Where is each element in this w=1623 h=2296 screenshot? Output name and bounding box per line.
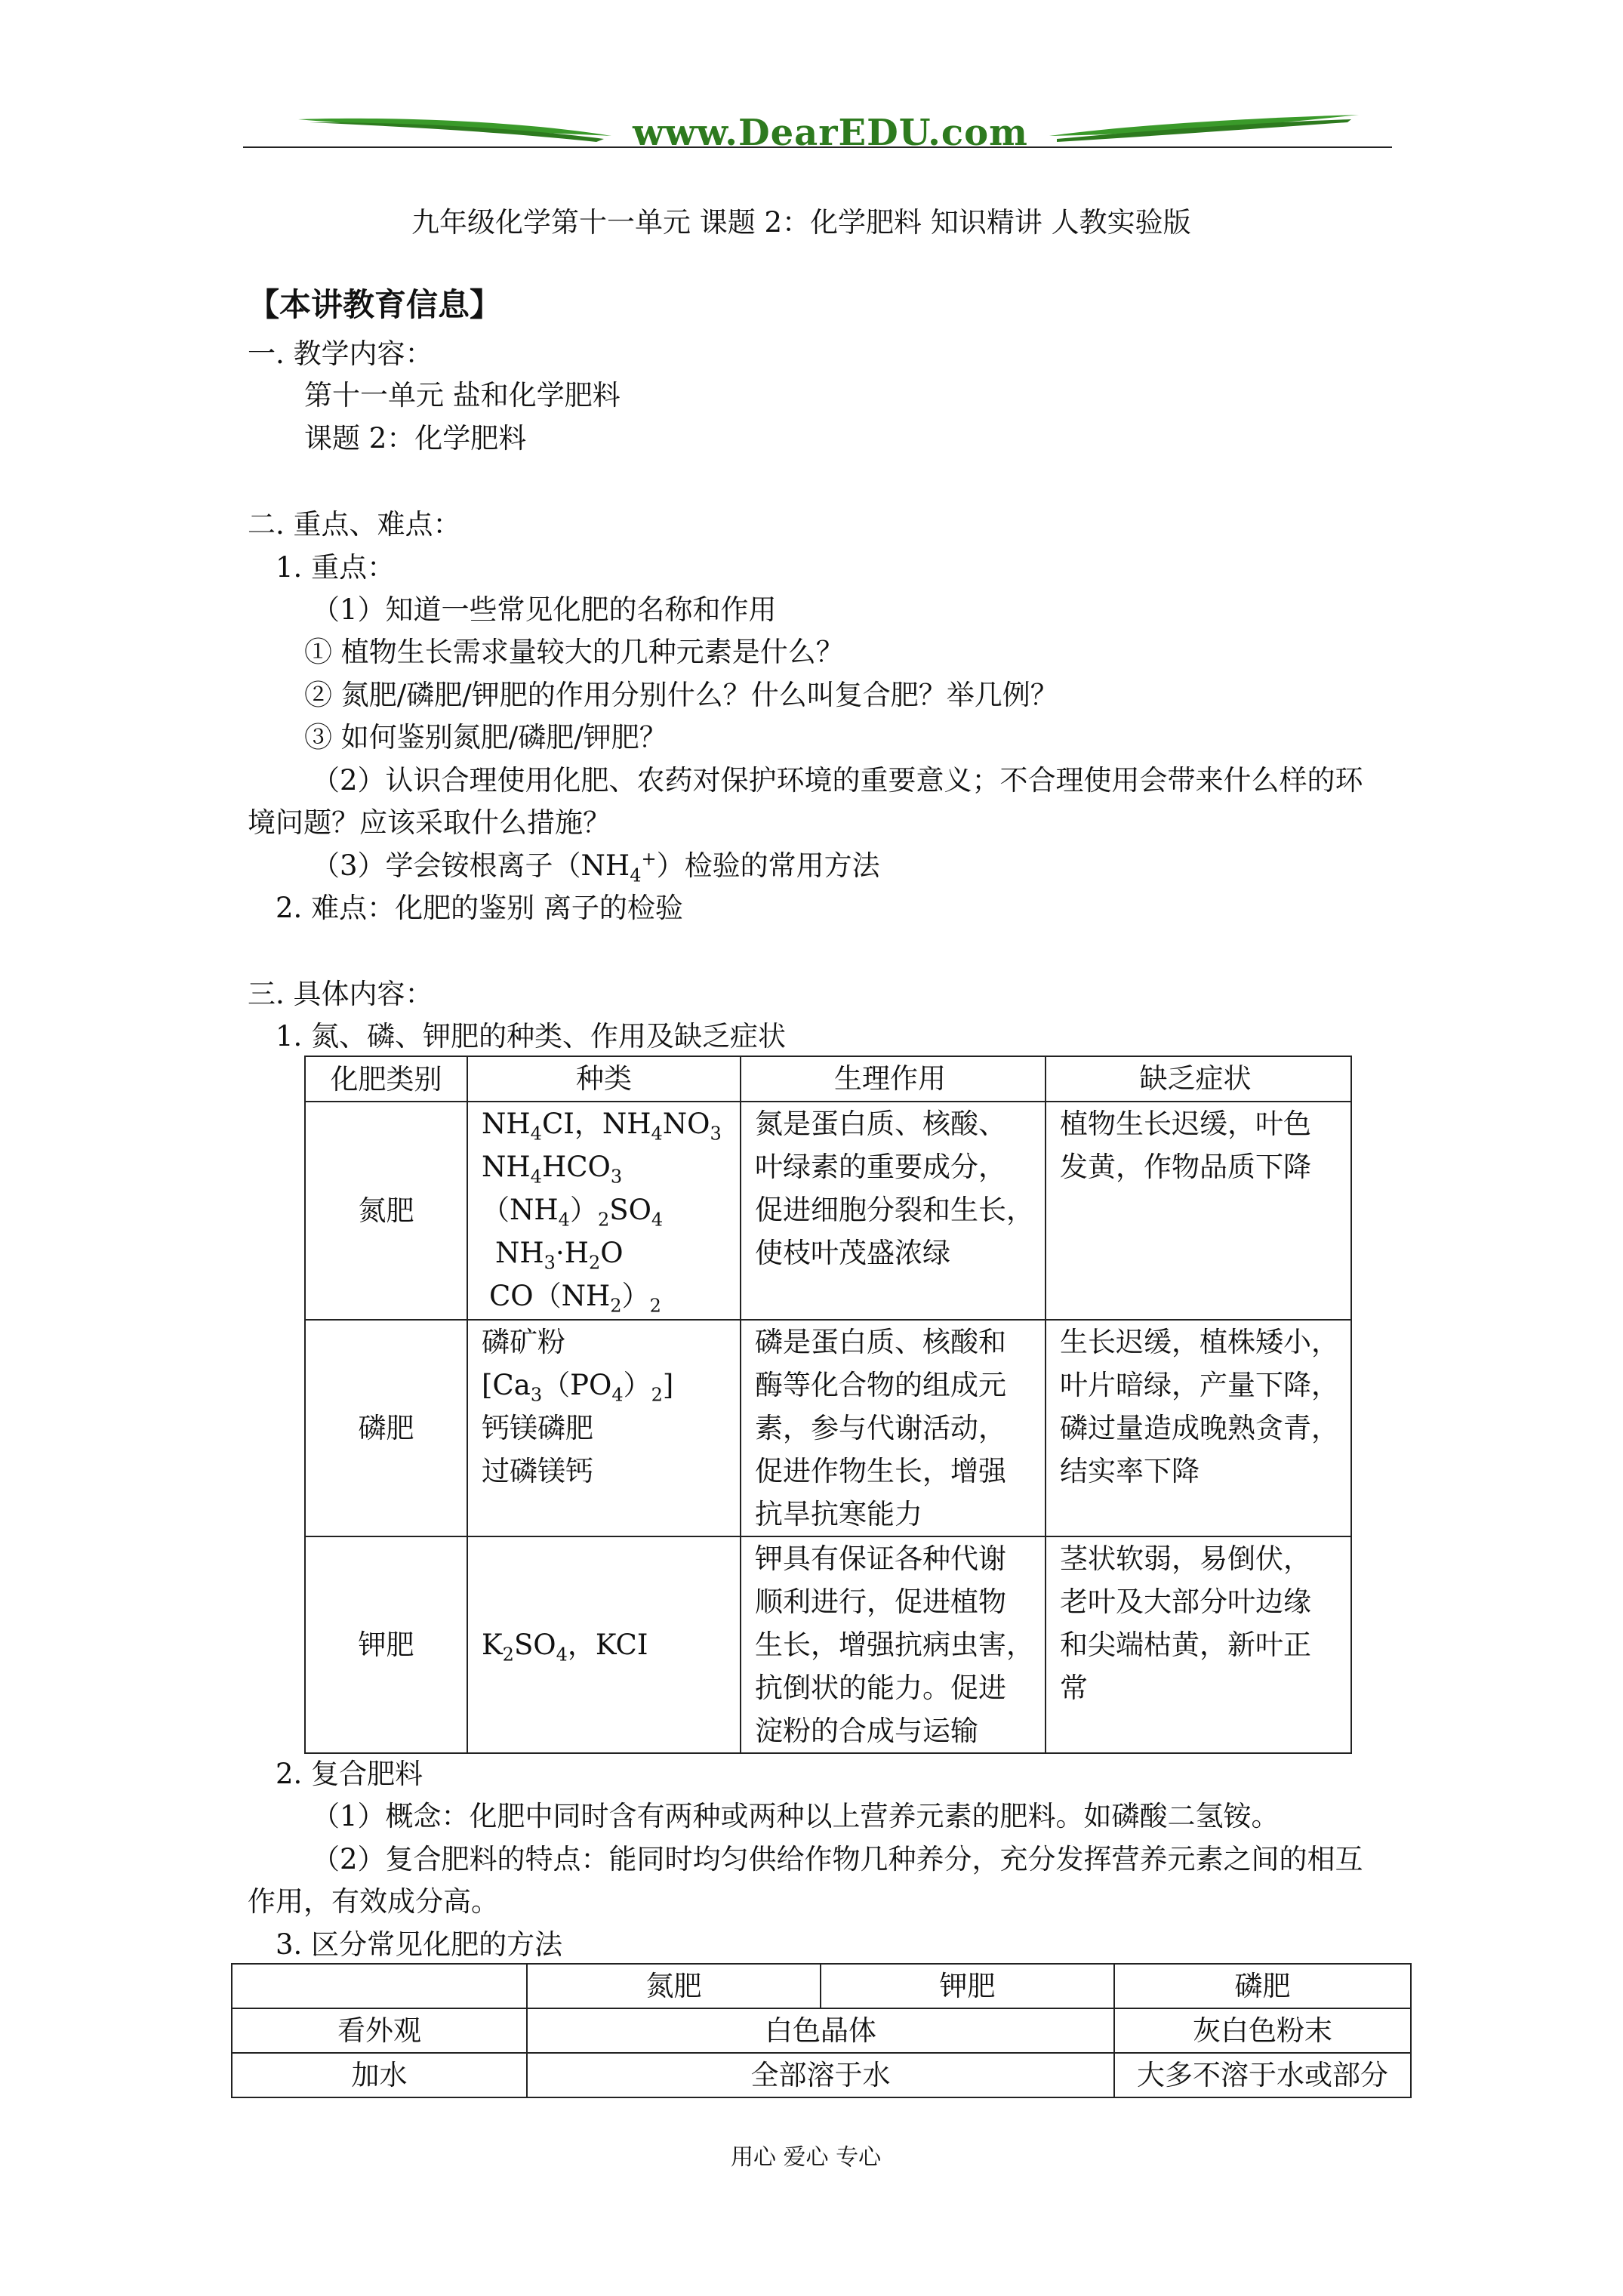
formula-line: $(NH_4)_2SO_4$ [482, 1194, 664, 1231]
symptom-line: 和尖端枯黄，新叶正 [1060, 1629, 1311, 1661]
section3-sub2: 2. 复合肥料 [276, 1758, 423, 1790]
section1-heading: 一. 教学内容： [248, 337, 433, 370]
section1-line1: 第十一单元 盐和化学肥料 [304, 379, 621, 411]
effect-cell [741, 1536, 1046, 1753]
section2-item2-line1: （2）认识合理使用化肥、农药对保护环境的重要意义；不合理使用会带来什么样的环 [312, 764, 1363, 797]
page-footer: 用心 爱心 专心 [731, 2144, 882, 2171]
logo-text: www.DearEDU.com [633, 112, 1028, 154]
section2-sub1: 1. 重点： [276, 551, 396, 584]
table-header-cell: 化肥类别 [305, 1056, 467, 1102]
formula-line: $NH_4CI$，$NH_4NO_3$ [482, 1108, 722, 1145]
section2-item3: （3）学会铵根离子$(NH_4^+)$检验的常用方法 [312, 848, 880, 886]
table-header-cell: 钾肥 [821, 1964, 1114, 2008]
category-cell: 钾肥 [305, 1536, 467, 1753]
effect-line: 促进细胞分裂和生长， [755, 1194, 1034, 1226]
species-line: 磷矿粉 [482, 1326, 565, 1358]
symptom-cell [1046, 1102, 1351, 1320]
symptom-line: 茎状软弱，易倒伏， [1060, 1542, 1311, 1575]
species-cell [467, 1102, 741, 1320]
species-cell [467, 1536, 741, 1753]
table-row [232, 2008, 1411, 2053]
symptom-line: 结实率下降 [1060, 1455, 1200, 1487]
effect-line: 磷是蛋白质、核酸和 [755, 1326, 1006, 1358]
section2-item1: （1）知道一些常见化肥的名称和作用 [312, 593, 777, 626]
table-header-cell [232, 1964, 527, 2008]
fertilizer-identification-table [231, 1963, 1412, 2098]
category-cell: 磷肥 [305, 1320, 467, 1536]
compound-feature-line1: （2）复合肥料的特点：能同时均匀供给作物几种养分，充分发挥营养元素之间的相互 [312, 1843, 1363, 1875]
row-label-cell: 加水 [232, 2053, 527, 2097]
page-title: 九年级化学第十一单元 课题 2：化学肥料 知识精讲 人教实验版 [411, 206, 1191, 239]
effect-line: 抗倒状的能力。促进 [755, 1672, 1006, 1704]
effect-cell [741, 1320, 1046, 1536]
symptom-line: 发黄，作物品质下降 [1060, 1151, 1311, 1183]
formula-line: $K_2SO_4$，KCI [482, 1629, 648, 1666]
table-header-cell: 磷肥 [1114, 1964, 1411, 2008]
section2-question3: ③ 如何鉴别氮肥/磷肥/钾肥？ [304, 721, 667, 754]
symptom-line: 叶片暗绿，产量下降， [1060, 1369, 1339, 1401]
header-divider [243, 146, 1392, 148]
table-row [232, 2053, 1411, 2097]
effect-line: 叶绿素的重要成分， [755, 1151, 1006, 1183]
symptom-line: 老叶及大部分叶边缘 [1060, 1586, 1311, 1618]
phosphate-cell: 大多不溶于水或部分 [1114, 2053, 1411, 2097]
effect-line: 使枝叶茂盛浓绿 [755, 1237, 950, 1269]
effect-cell [741, 1102, 1046, 1320]
formula-line: $CO(NH_2)_2$ [489, 1280, 661, 1317]
formula-line: $NH_3\cdot H_2O$ [495, 1237, 624, 1274]
section2-question1: ① 植物生长需求量较大的几种元素是什么？ [304, 636, 844, 668]
table-header-cell: 缺乏症状 [1046, 1056, 1351, 1102]
row-label-cell: 看外观 [232, 2008, 527, 2053]
effect-line: 淀粉的合成与运输 [755, 1715, 978, 1747]
section2-item2-line2: 境问题？应该采取什么措施？ [248, 806, 611, 839]
site-logo [294, 106, 1366, 159]
table-header-cell: 氮肥 [527, 1964, 821, 2008]
effect-line: 促进作物生长，增强 [755, 1455, 1006, 1487]
section2-sub2: 2. 难点：化肥的鉴别 离子的检验 [276, 892, 683, 924]
effect-line: 生长，增强抗病虫害， [755, 1629, 1034, 1661]
formula-line: $NH_4HCO_3$ [482, 1151, 623, 1188]
section2-heading: 二. 重点、难点： [248, 508, 461, 541]
symptom-line: 磷过量造成晚熟贪青， [1060, 1412, 1339, 1444]
category-cell: 氮肥 [305, 1102, 467, 1320]
effect-line: 钾具有保证各种代谢 [755, 1542, 1006, 1575]
table-header-cell: 生理作用 [741, 1056, 1046, 1102]
symptom-cell [1046, 1320, 1351, 1536]
table-header-row [232, 1964, 1411, 2008]
effect-line: 顺利进行，促进植物 [755, 1586, 1006, 1618]
symptom-line: 植物生长迟缓，叶色 [1060, 1108, 1311, 1140]
species-line: 钙镁磷肥 [482, 1412, 593, 1444]
phosphate-cell: 灰白色粉末 [1114, 2008, 1411, 2053]
section3-heading: 三. 具体内容： [248, 978, 433, 1010]
compound-concept: （1）概念：化肥中同时含有两种或两种以上营养元素的肥料。如磷酸二氢铵。 [312, 1800, 1280, 1832]
section3-sub1: 1. 氮、磷、钾肥的种类、作用及缺乏症状 [276, 1020, 787, 1052]
section3-sub3: 3. 区分常见化肥的方法 [276, 1928, 563, 1961]
effect-line: 素，参与代谢活动， [755, 1412, 1006, 1444]
species-line: 过磷镁钙 [482, 1455, 593, 1487]
fertilizer-types-table [304, 1056, 1352, 1754]
table-header-cell: 种类 [467, 1056, 741, 1102]
compound-feature-line2: 作用，有效成分高。 [248, 1885, 499, 1918]
effect-line: 抗旱抗寒能力 [755, 1498, 922, 1530]
nitrogen-potash-cell: 白色晶体 [527, 2008, 1114, 2053]
effect-line: 酶等化合物的组成元 [755, 1369, 1006, 1401]
effect-line: 氮是蛋白质、核酸、 [755, 1108, 1006, 1140]
species-cell [467, 1320, 741, 1536]
table-header-row [305, 1056, 1351, 1102]
table-row [305, 1102, 1351, 1320]
table-row [305, 1536, 1351, 1753]
nitrogen-potash-cell: 全部溶于水 [527, 2053, 1114, 2097]
symptom-cell [1046, 1536, 1351, 1753]
formula-line: $[Ca_3(PO_4)_2]$ [482, 1369, 674, 1406]
section2-question2: ② 氮肥/磷肥/钾肥的作用分别什么？什么叫复合肥？举几例？ [304, 679, 1058, 711]
symptom-line: 常 [1060, 1672, 1088, 1704]
table-row [305, 1320, 1351, 1536]
symptom-line: 生长迟缓，植株矮小， [1060, 1326, 1339, 1358]
section-header: 【本讲教育信息】 [248, 286, 502, 323]
section1-line2: 课题 2：化学肥料 [304, 422, 527, 455]
